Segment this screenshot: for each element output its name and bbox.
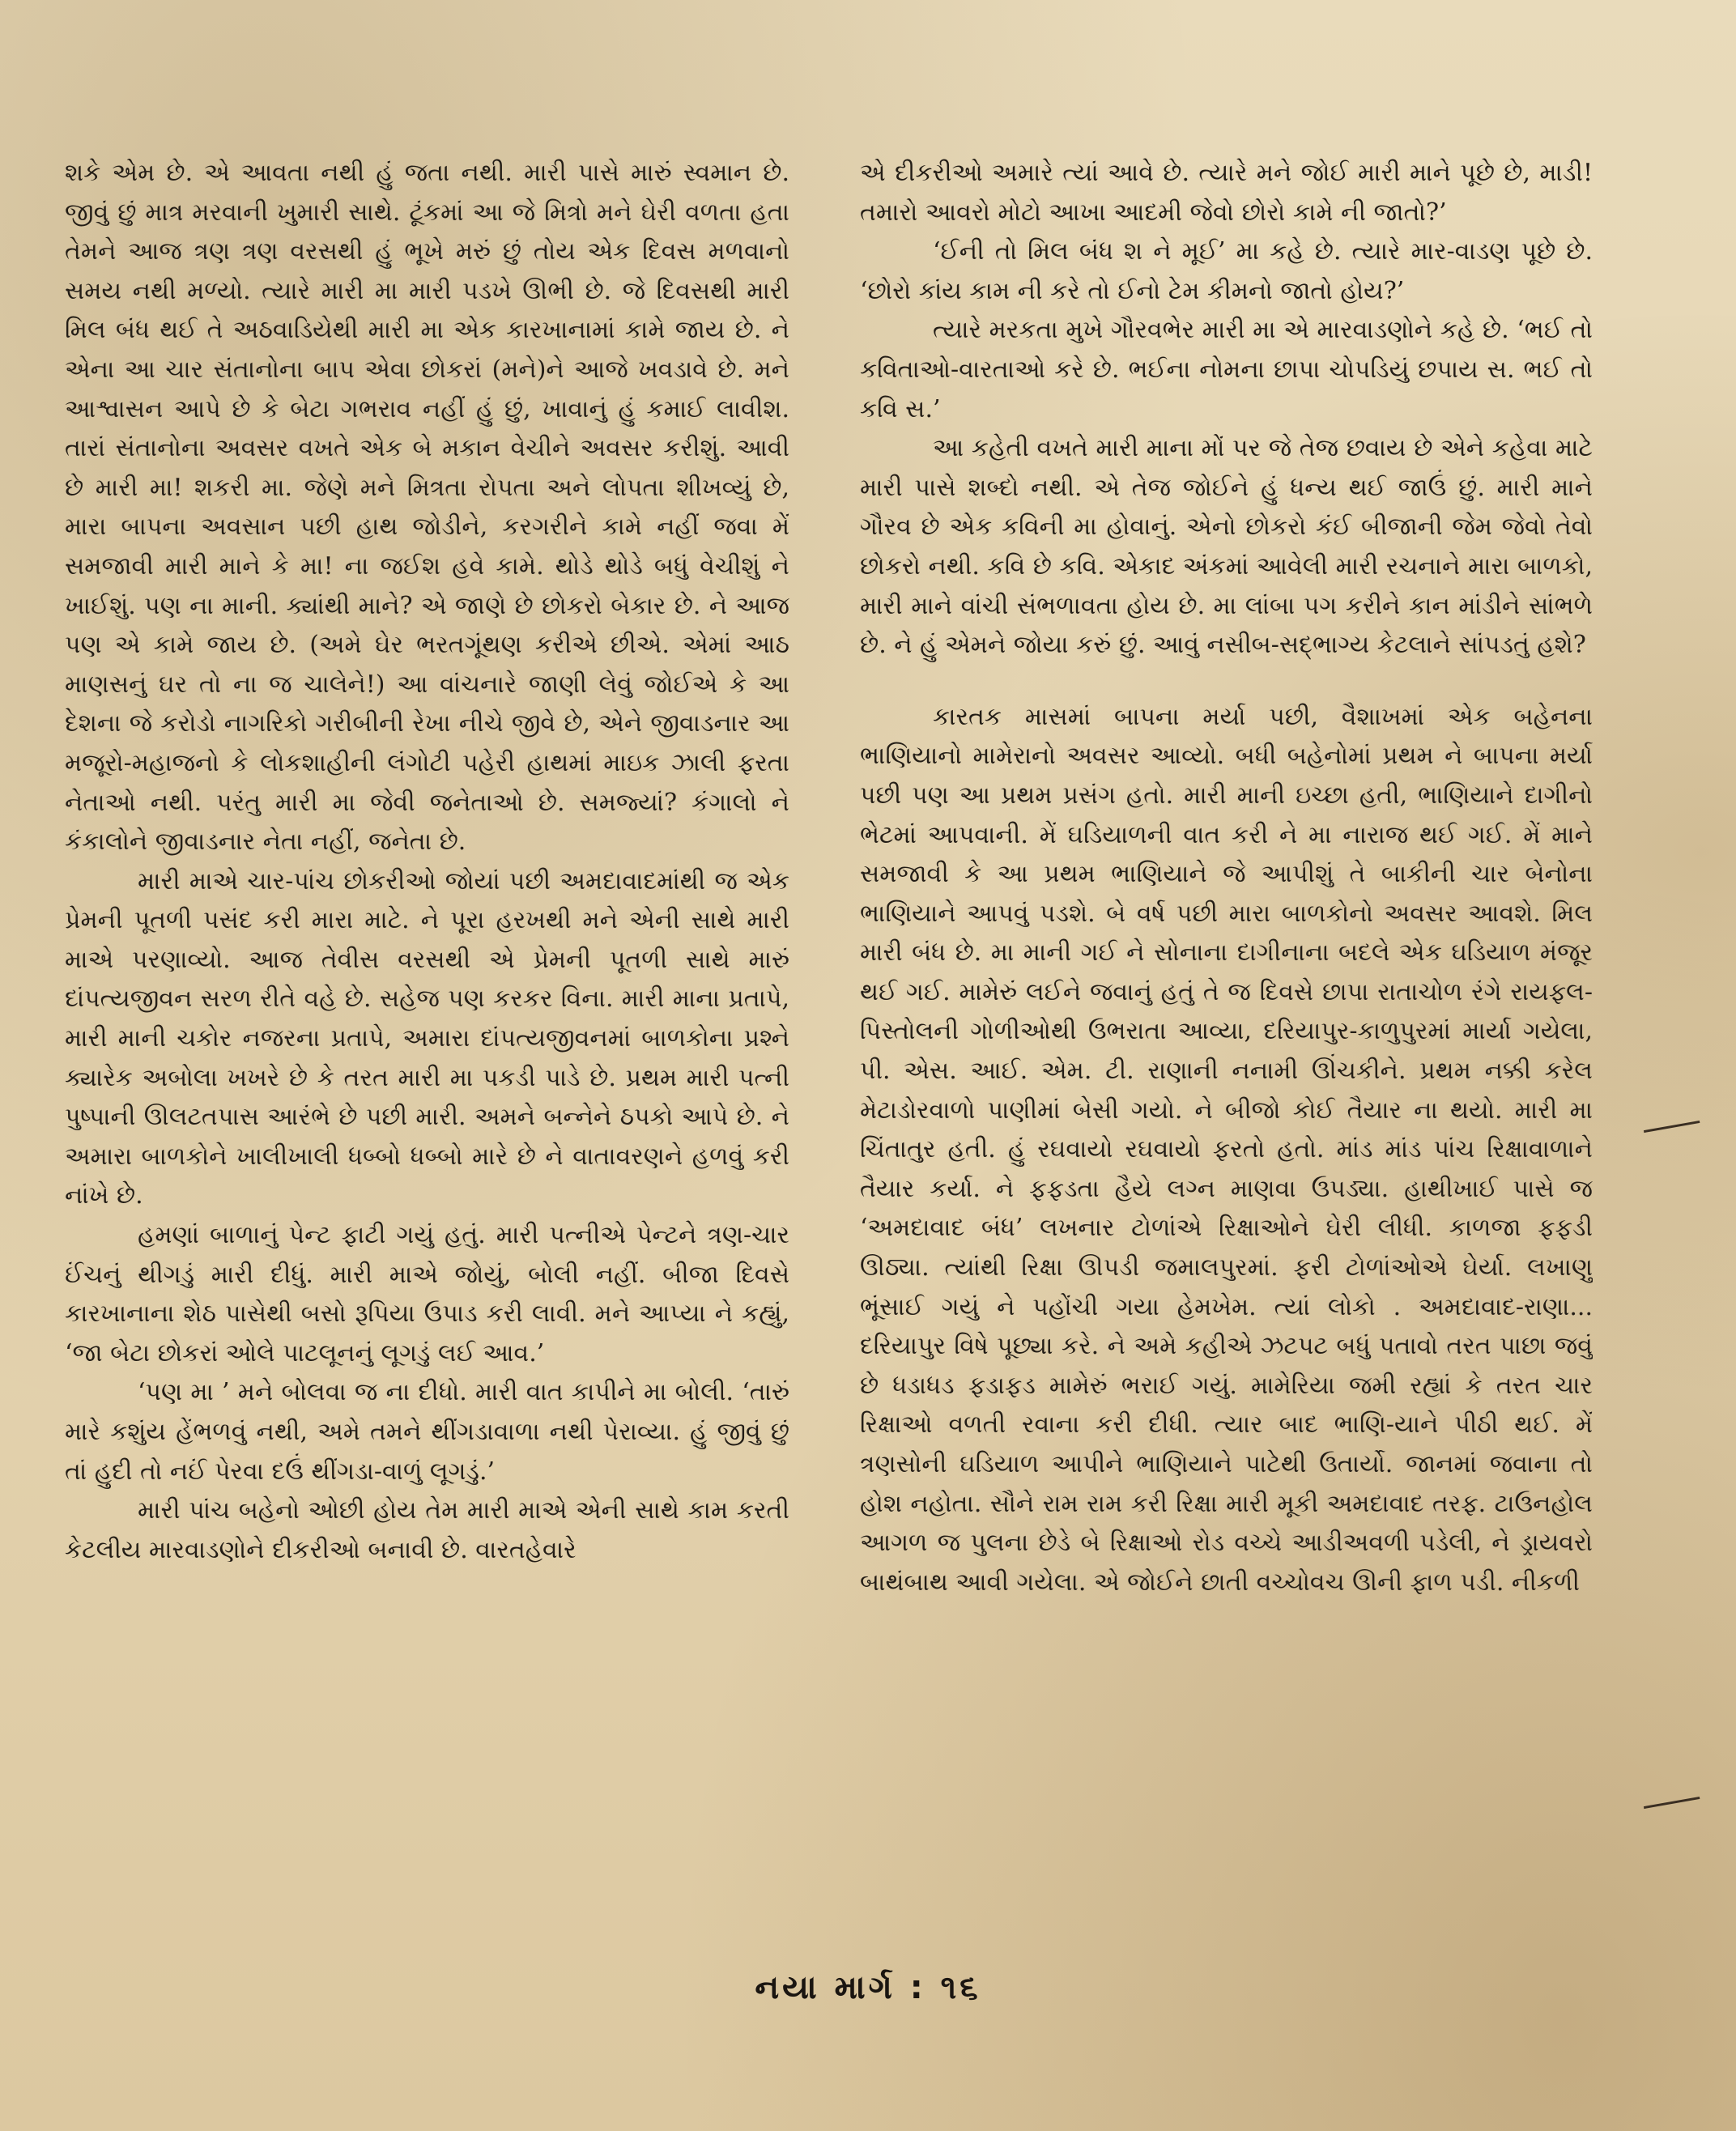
left-text-column	[65, 154, 789, 1992]
paragraph: મારી પાંચ બહેનો ઓછી હોય તેમ મારી માએ એની સાથે કામ કરતી કેટલીય મારવાડણોને દીકરીઓ બનાવી છે. વારતહેવારે	[65, 1496, 789, 1564]
paragraph: ત્યારે મરકતા મુખે ગૌરવભેર મારી મા એ મારવાડણોને કહે છે. ‘ભઈ તો કવિતાઓ-વારતાઓ કરે છે. ભઈના નોમના છાપા ચોપડિયું છપાય સ. ભઈ તો કવિ સ.’	[860, 316, 1593, 423]
paragraph: ‘પણ મા ’ મને બોલવા જ ના દીધો. મારી વાત કાપીને મા બોલી. ‘તારું મારે કશુંય હેંભળવું નથી, અમે તમને થીંગડાવાળા નથી પેરાવ્યા. હું જીવું છું તાં હુદી તો નઈં પેરવા દઉં થીંગડા-વાળું લૂગડું.’	[65, 1378, 789, 1486]
page-footer: નયા માર્ગ : ૧૬	[755, 1969, 981, 2006]
paragraph: એ દીકરીઓ અમારે ત્યાં આવે છે. ત્યારે મને જોઈ મારી માને પૂછે છે, માડી! તમારો આવરો મોટો આખા આદમી જેવો છોરો કામે ની જાતો?’	[860, 159, 1593, 227]
paragraph: ‘ઈની તો મિલ બંધ શ ને મૂઈ’ મા કહે છે. ત્યારે માર-વાડણ પૂછે છે. ‘છોરો કાંય કામ ની કરે તો ઈનો ટેમ કીમનો જાતો હોય?’	[860, 237, 1593, 305]
paragraph: હમણાં બાળાનું પેન્ટ ફાટી ગયું હતું. મારી પત્નીએ પેન્ટને ત્રણ-ચાર ઈંચનું થીગડું મારી દીધું. મારી માએ જોયું, બોલી નહીં. બીજા દિવસે કારખાનાના શેઠ પાસેથી બસો રૂપિયા ઉપાડ કરી લાવી. મને આપ્યા ને કહ્યું, ‘જા બેટા છોકરાં ઓલે પાટલૂનનું લૂગડું લઈ આવ.’	[65, 1221, 789, 1367]
paragraph: કારતક માસમાં બાપના મર્યા પછી, વૈશાખમાં એક બહેનના ભાણિયાનો મામેરાનો અવસર આવ્યો. બધી બહેનોમાં પ્રથમ ને બાપના મર્યા પછી પણ આ પ્રથમ પ્રસંગ હતો. મારી માની ઇચ્છા હતી, ભાણિયાને દાગીનો ભેટમાં આપવાની. મેં ઘડિયાળની વાત કરી ને મા નારાજ થઈ ગઈ. મેં માને સમજાવી કે આ પ્રથમ ભાણિયાને જે આપીશું તે બાકીની ચાર બેનોના ભાણિયાને આપવું પડશે. બે વર્ષ પછી મારા બાળકોનો અવસર આવશે. મિલ મારી બંધ છે. મા માની ગઈ ને સોનાના દાગીનાના બદલે એક ઘડિયાળ મંજૂર થઈ ગઈ. મામેરું લઈને જવાનું હતું તે જ દિવસે છાપા રાતાચોળ રંગે રાયફલ-પિસ્તોલની ગોળીઓથી ઉભરાતા આવ્યા, દરિયાપુર-કાળુપુરમાં માર્યા ગયેલા, પી. એસ. આઈ. એમ. ટી. રાણાની નનામી ઊંચકીને. પ્રથમ નક્કી કરેલ મેટાડોરવાળો પાણીમાં બેસી ગયો. ને બીજો કોઈ તૈયાર ના થયો. મારી મા ચિંતાતુર હતી. હું રઘવાયો રઘવાયો ફરતો હતો. માંડ માંડ પાંચ રિક્ષાવાળાને તૈયાર કર્યા. ને ફફડતા હૈયે લગ્ન માણવા ઉપડ્યા. હાથીખાઈ પાસે જ ‘અમદાવાદ બંધ’ લખનાર ટોળાંએ રિક્ષાઓને ઘેરી લીધી. કાળજા ફફડી ઊઠ્યા. ત્યાંથી રિક્ષા ઊપડી જમાલપુરમાં. ફરી ટોળાંઓએ ઘેર્યા. લખાણુ ભૂંસાઈ ગયું ને પહોંચી ગયા હેમખેમ. ત્યાં લોકો . અમદાવાદ-રાણા... દરિયાપુર વિષે પૂછ્યા કરે. ને અમે કહીએ ઝટપટ બધું પતાવો તરત પાછા જવું છે ધડાધડ ફડાફડ મામેરું ભરાઈ ગયું. મામેરિયા જમી રહ્યાં કે તરત ચાર રિક્ષાઓ વળતી રવાના કરી દીધી. ત્યાર બાદ ભાણિ-યાને પીઠી થઈ. મેં ત્રણસોની ઘડિયાળ આપીને ભાણિયાને પાટેથી ઉતાર્યો. જાનમાં જવાના તો હોશ નહોતા. સૌને રામ રામ કરી રિક્ષા મારી મૂકી અમદાવાદ તરફ. ટાઉનહોલ આગળ જ પુલના છેડે બે રિક્ષાઓ રોડ વચ્ચે આડીઅવળી પડેલી, ને ડ્રાયવરો બાથંબાથ આવી ગયેલા. એ જોઈને છાતી વચ્ચોવચ ઊની ફાળ પડી. નીકળી	[860, 702, 1593, 1597]
margin-pen-mark	[1644, 1121, 1700, 1136]
right-text-column	[860, 154, 1593, 1992]
paragraph: આ કહેતી વખતે મારી માના મોં પર જે તેજ છવાય છે એને કહેવા માટે મારી પાસે શબ્દો નથી. એ તેજ જોઈને હું ધન્ય થઈ જાઉં છું. મારી માને ગૌરવ છે એક કવિની મા હોવાનું. એનો છોકરો કંઈ બીજાની જેમ જેવો તેવો છોકરો નથી. કવિ છે કવિ. એકાદ અંકમાં આવેલી મારી રચનાને મારા બાળકો, મારી માને વાંચી સંભળાવતા હોય છે. મા લાંબા પગ કરીને કાન માંડીને સાંભળે છે. ને હું એમને જોયા કરું છું. આવું નસીબ-સદ્ભાગ્ય કેટલાને સાંપડતું હશે?	[860, 434, 1593, 660]
margin-pen-mark	[1644, 1797, 1700, 1812]
paragraph: શકે એમ છે. એ આવતા નથી હું જતા નથી. મારી પાસે મારું સ્વમાન છે. જીવું છું માત્ર મરવાની ખુમારી સાથે. ટૂંકમાં આ જે મિત્રો મને ઘેરી વળતા હતા તેમને આજ ત્રણ ત્રણ વરસથી હું ભૂખે મરું છું તોય એક દિવસ મળવાનો સમય નથી મળ્યો. ત્યારે મારી મા મારી પડખે ઊભી છે. જે દિવસથી મારી મિલ બંધ થઈ તે અઠવાડિયેથી મારી મા એક કારખાનામાં કામે જાય છે. ને એના આ ચાર સંતાનોના બાપ એવા છોકરાં (મને)ને આજે ખવડાવે છે. મને આશ્વાસન આપે છે કે બેટા ગભરાવ નહીં હું છું, ખાવાનું હું કમાઈ લાવીશ. તારાં સંતાનોના અવસર વખતે એક બે મકાન વેચીને અવસર કરીશું. આવી છે મારી મા! શકરી મા. જેણે મને મિત્રતા રોપતા અને લોપતા શીખવ્યું છે, મારા બાપના અવસાન પછી હાથ જોડીને, કરગરીને કામે નહીં જવા મેં સમજાવી મારી માને કે મા! ના જઈશ હવે કામે. થોડે થોડે બધું વેચીશું ને ખાઈશું. પણ ના માની. ક્યાંથી માને? એ જાણે છે છોકરો બેકાર છે. ને આજ પણ એ કામે જાય છે. (અમે ઘેર ભરતગૂંથણ કરીએ છીએ. એમાં આઠ માણસનું ઘર તો ના જ ચાલેને!) આ વાંચનારે જાણી લેવું જોઈએ કે આ દેશના જે કરોડો નાગરિકો ગરીબીની રેખા નીચે જીવે છે, એને જીવાડનાર આ મજૂરો-મહાજનો કે લોકશાહીની લંગોટી પહેરી હાથમાં માઇક ઝાલી ફરતા નેતાઓ નથી. પરંતુ મારી મા જેવી જનેતાઓ છે. સમજ્યાં? કંગાલો ને કંકાલોને જીવાડનાર નેતા નહીં, જનેતા છે.	[65, 159, 789, 857]
paragraph: મારી માએ ચાર-પાંચ છોકરીઓ જોયાં પછી અમદાવાદમાંથી જ એક પ્રેમની પૂતળી પસંદ કરી મારા માટે. ને પૂરા હરખથી મને એની સાથે મારી માએ પરણાવ્યો. આજ તેવીસ વરસથી એ પ્રેમની પૂતળી સાથે મારું દાંપત્યજીવન સરળ રીતે વહે છે. સહેજ પણ કરકર વિના. મારી માના પ્રતાપે, મારી માની ચકોર નજરના પ્રતાપે, અમારા દાંપત્યજીવનમાં બાળકોના પ્રશ્ને ક્યારેક અબોલા ખખરે છે કે તરત મારી મા પકડી પાડે છે. પ્રથમ મારી પત્ની પુષ્પાની ઊલટતપાસ આરંભે છે પછી મારી. અમને બન્નેને ઠપકો આપે છે. ને અમારા બાળકોને ખાલીખાલી ધબ્બો ધબ્બો મારે છે ને વાતાવરણને હળવું કરી નાંખે છે.	[65, 866, 789, 1210]
